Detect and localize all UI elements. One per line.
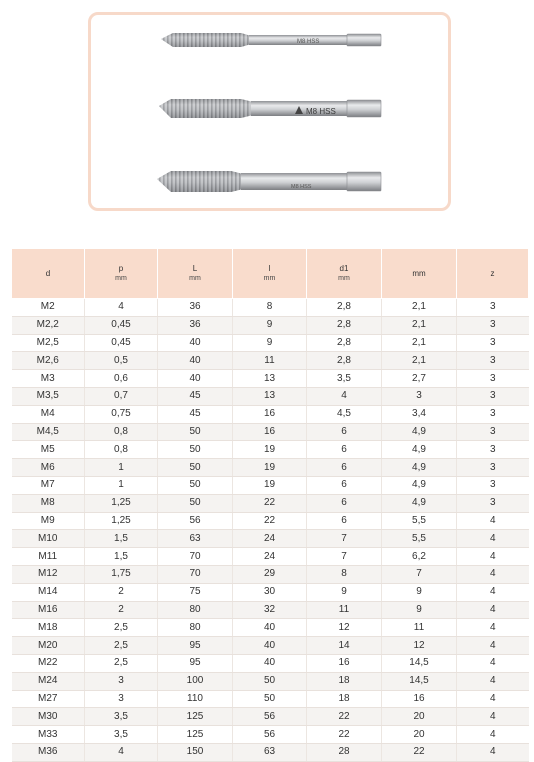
- table-cell: 19: [233, 476, 307, 494]
- table-cell: M11: [12, 548, 85, 566]
- table-cell: M3: [12, 370, 85, 388]
- table-cell: 19: [233, 459, 307, 477]
- table-cell: 2,1: [382, 352, 457, 370]
- table-cell: 3,5: [85, 708, 158, 726]
- table-cell: 4,9: [382, 494, 457, 512]
- table-cell: 6: [307, 494, 382, 512]
- table-cell: M36: [12, 743, 85, 761]
- table-cell: 2,5: [85, 654, 158, 672]
- table-cell: 22: [233, 494, 307, 512]
- tap-1-marking: M8 HSS: [297, 39, 320, 45]
- table-cell: 9: [307, 583, 382, 601]
- table-cell: 3: [457, 405, 529, 423]
- table-cell: 13: [233, 387, 307, 405]
- table-cell: 4: [457, 708, 529, 726]
- table-cell: 40: [233, 654, 307, 672]
- table-cell: 7: [307, 530, 382, 548]
- table-cell: 4: [457, 743, 529, 761]
- table-cell: 22: [307, 726, 382, 744]
- taps-illustration: [91, 15, 448, 208]
- table-cell: 2,8: [307, 334, 382, 352]
- table-cell: 3: [457, 423, 529, 441]
- table-cell: 3,5: [85, 726, 158, 744]
- table-cell: 40: [158, 334, 233, 352]
- table-cell: 19: [233, 441, 307, 459]
- table-body: [12, 299, 529, 762]
- table-cell: 2,1: [382, 334, 457, 352]
- table-row: [12, 316, 529, 334]
- table-cell: 29: [233, 565, 307, 583]
- table-cell: M22: [12, 654, 85, 672]
- table-row: [12, 530, 529, 548]
- table-cell: 4: [457, 619, 529, 637]
- table-cell: 1: [85, 459, 158, 477]
- table-row: [12, 352, 529, 370]
- table-cell: 13: [233, 370, 307, 388]
- table-cell: M9: [12, 512, 85, 530]
- table-cell: 16: [233, 405, 307, 423]
- table-cell: 36: [158, 299, 233, 317]
- table-cell: 80: [158, 601, 233, 619]
- table-row: [12, 441, 529, 459]
- table-cell: 4: [457, 583, 529, 601]
- table-cell: 2,8: [307, 352, 382, 370]
- table-cell: 50: [158, 494, 233, 512]
- table-cell: 1,5: [85, 548, 158, 566]
- table-cell: 0,7: [85, 387, 158, 405]
- table-cell: 4: [457, 530, 529, 548]
- table-cell: 3: [457, 352, 529, 370]
- table-cell: 50: [158, 423, 233, 441]
- table-cell: 2,1: [382, 316, 457, 334]
- table-cell: 3: [457, 370, 529, 388]
- table-cell: 6: [307, 512, 382, 530]
- table-cell: 7: [307, 548, 382, 566]
- table-cell: 11: [307, 601, 382, 619]
- table-cell: M20: [12, 637, 85, 655]
- table-cell: 1: [85, 476, 158, 494]
- table-cell: 7: [382, 565, 457, 583]
- tap-1: [161, 33, 381, 47]
- table-cell: 3: [457, 476, 529, 494]
- table-cell: 40: [158, 370, 233, 388]
- table-cell: 6: [307, 441, 382, 459]
- header-l: l mm: [233, 249, 307, 299]
- table-cell: 3: [457, 494, 529, 512]
- table-row: [12, 548, 529, 566]
- table-cell: 4,9: [382, 476, 457, 494]
- table-cell: 6: [307, 459, 382, 477]
- table-cell: 0,75: [85, 405, 158, 423]
- table-cell: 40: [233, 619, 307, 637]
- table-cell: 9: [233, 316, 307, 334]
- table-cell: 70: [158, 565, 233, 583]
- table-cell: 1,25: [85, 512, 158, 530]
- table-cell: 40: [233, 637, 307, 655]
- table-cell: M2: [12, 299, 85, 317]
- table-cell: 16: [233, 423, 307, 441]
- table-cell: 100: [158, 672, 233, 690]
- table-cell: 3,4: [382, 405, 457, 423]
- table-row: [12, 708, 529, 726]
- table-cell: 18: [307, 690, 382, 708]
- table-cell: 0,45: [85, 316, 158, 334]
- table-row: [12, 743, 529, 761]
- table-cell: 22: [307, 708, 382, 726]
- table-cell: 4: [457, 548, 529, 566]
- table-cell: 2,8: [307, 316, 382, 334]
- table-row: [12, 672, 529, 690]
- table-cell: M24: [12, 672, 85, 690]
- table-cell: 50: [158, 459, 233, 477]
- table-cell: 4,9: [382, 459, 457, 477]
- table-cell: M12: [12, 565, 85, 583]
- table-row: [12, 476, 529, 494]
- header-mm: mm: [382, 249, 457, 299]
- table-cell: 4: [457, 672, 529, 690]
- table-cell: 0,8: [85, 423, 158, 441]
- table-row: [12, 387, 529, 405]
- table-cell: 9: [382, 601, 457, 619]
- table-cell: M18: [12, 619, 85, 637]
- table-cell: 4: [457, 565, 529, 583]
- table-cell: 2,1: [382, 299, 457, 317]
- table-cell: M16: [12, 601, 85, 619]
- table-cell: 3: [457, 441, 529, 459]
- table-row: [12, 512, 529, 530]
- table-cell: 4,9: [382, 441, 457, 459]
- table-cell: 3,5: [307, 370, 382, 388]
- table-cell: 0,5: [85, 352, 158, 370]
- table-row: [12, 654, 529, 672]
- table-cell: 45: [158, 405, 233, 423]
- table-cell: 22: [233, 512, 307, 530]
- table-cell: 32: [233, 601, 307, 619]
- table-cell: 20: [382, 708, 457, 726]
- table-row: [12, 405, 529, 423]
- table-cell: M2,2: [12, 316, 85, 334]
- table-cell: 11: [382, 619, 457, 637]
- table-cell: 6: [307, 423, 382, 441]
- table-cell: M33: [12, 726, 85, 744]
- table-cell: 56: [233, 726, 307, 744]
- table-cell: 5,5: [382, 530, 457, 548]
- table-cell: 6,2: [382, 548, 457, 566]
- table-cell: 4: [457, 690, 529, 708]
- table-cell: 56: [233, 708, 307, 726]
- table-row: [12, 494, 529, 512]
- table-cell: 4: [85, 299, 158, 317]
- table-cell: 28: [307, 743, 382, 761]
- table-row: [12, 459, 529, 477]
- table-cell: 4: [457, 637, 529, 655]
- table-cell: 9: [382, 583, 457, 601]
- table-row: [12, 370, 529, 388]
- table-cell: 8: [233, 299, 307, 317]
- table-cell: M8: [12, 494, 85, 512]
- table-cell: M3,5: [12, 387, 85, 405]
- tap-2-marking: M8 HSS: [306, 107, 336, 116]
- table-cell: 2,8: [307, 299, 382, 317]
- table-row: [12, 690, 529, 708]
- table-row: [12, 619, 529, 637]
- header-L: L mm: [158, 249, 233, 299]
- table-cell: 3: [457, 459, 529, 477]
- table-cell: 3: [457, 299, 529, 317]
- table-cell: 1,75: [85, 565, 158, 583]
- table-cell: 0,8: [85, 441, 158, 459]
- table-cell: 1,5: [85, 530, 158, 548]
- table-cell: 3: [85, 690, 158, 708]
- tap-3-marking: M8 HSS: [291, 184, 312, 190]
- table-header-row: [12, 249, 529, 299]
- table-cell: 14,5: [382, 672, 457, 690]
- header-p: p mm: [85, 249, 158, 299]
- table-cell: M30: [12, 708, 85, 726]
- table-cell: 2,7: [382, 370, 457, 388]
- table-cell: 4,9: [382, 423, 457, 441]
- table-cell: 12: [382, 637, 457, 655]
- table-cell: 0,6: [85, 370, 158, 388]
- header-z: z: [457, 249, 529, 299]
- table-cell: 24: [233, 530, 307, 548]
- table-cell: 14,5: [382, 654, 457, 672]
- tap-spec-table: [11, 248, 529, 762]
- table-cell: 20: [382, 726, 457, 744]
- table-cell: 95: [158, 637, 233, 655]
- table-cell: 50: [158, 476, 233, 494]
- table-cell: 4: [457, 654, 529, 672]
- table-cell: 70: [158, 548, 233, 566]
- table-cell: 3: [457, 316, 529, 334]
- table-cell: 50: [233, 690, 307, 708]
- table-cell: 16: [307, 654, 382, 672]
- table-cell: 30: [233, 583, 307, 601]
- table-cell: M7: [12, 476, 85, 494]
- table-cell: 1,25: [85, 494, 158, 512]
- table-row: [12, 423, 529, 441]
- product-photo-frame: [88, 12, 451, 211]
- table-cell: 8: [307, 565, 382, 583]
- table-cell: 4,5: [307, 405, 382, 423]
- table-cell: 3: [85, 672, 158, 690]
- table-cell: 4: [457, 601, 529, 619]
- table-row: [12, 299, 529, 317]
- table-cell: 14: [307, 637, 382, 655]
- table-cell: 125: [158, 726, 233, 744]
- table-cell: 3: [382, 387, 457, 405]
- table-cell: 56: [158, 512, 233, 530]
- table-row: [12, 583, 529, 601]
- table-cell: 2,5: [85, 637, 158, 655]
- table-cell: 63: [158, 530, 233, 548]
- table-cell: 150: [158, 743, 233, 761]
- table-cell: 50: [158, 441, 233, 459]
- table-cell: 11: [233, 352, 307, 370]
- table-cell: 4: [457, 512, 529, 530]
- table-row: [12, 726, 529, 744]
- table-cell: 2: [85, 601, 158, 619]
- table-cell: 16: [382, 690, 457, 708]
- header-d: d: [12, 249, 85, 299]
- table-cell: 6: [307, 476, 382, 494]
- tap-2: [159, 99, 381, 118]
- table-cell: M4,5: [12, 423, 85, 441]
- table-cell: 40: [158, 352, 233, 370]
- table-cell: M14: [12, 583, 85, 601]
- table-cell: M6: [12, 459, 85, 477]
- table-cell: 4: [457, 726, 529, 744]
- table-cell: 4: [85, 743, 158, 761]
- table-cell: 22: [382, 743, 457, 761]
- table-cell: 24: [233, 548, 307, 566]
- table-cell: 50: [233, 672, 307, 690]
- table-cell: 3: [457, 387, 529, 405]
- table-cell: 63: [233, 743, 307, 761]
- table-cell: 75: [158, 583, 233, 601]
- table-cell: 9: [233, 334, 307, 352]
- table-cell: 3: [457, 334, 529, 352]
- table-cell: M10: [12, 530, 85, 548]
- table-cell: 18: [307, 672, 382, 690]
- table-cell: 5,5: [382, 512, 457, 530]
- table-cell: M27: [12, 690, 85, 708]
- table-cell: M4: [12, 405, 85, 423]
- table-row: [12, 637, 529, 655]
- table-cell: 36: [158, 316, 233, 334]
- table-cell: 110: [158, 690, 233, 708]
- table-cell: 12: [307, 619, 382, 637]
- table-cell: 45: [158, 387, 233, 405]
- table-cell: M2,5: [12, 334, 85, 352]
- header-d1: d1 mm: [307, 249, 382, 299]
- table-cell: M2,6: [12, 352, 85, 370]
- table-row: [12, 565, 529, 583]
- table-cell: 80: [158, 619, 233, 637]
- table-cell: 2: [85, 583, 158, 601]
- table-cell: M5: [12, 441, 85, 459]
- table-cell: 2,5: [85, 619, 158, 637]
- table-cell: 4: [307, 387, 382, 405]
- table-cell: 95: [158, 654, 233, 672]
- table-row: [12, 334, 529, 352]
- table-cell: 0,45: [85, 334, 158, 352]
- tap-3: [157, 171, 381, 192]
- table-cell: 125: [158, 708, 233, 726]
- table-row: [12, 601, 529, 619]
